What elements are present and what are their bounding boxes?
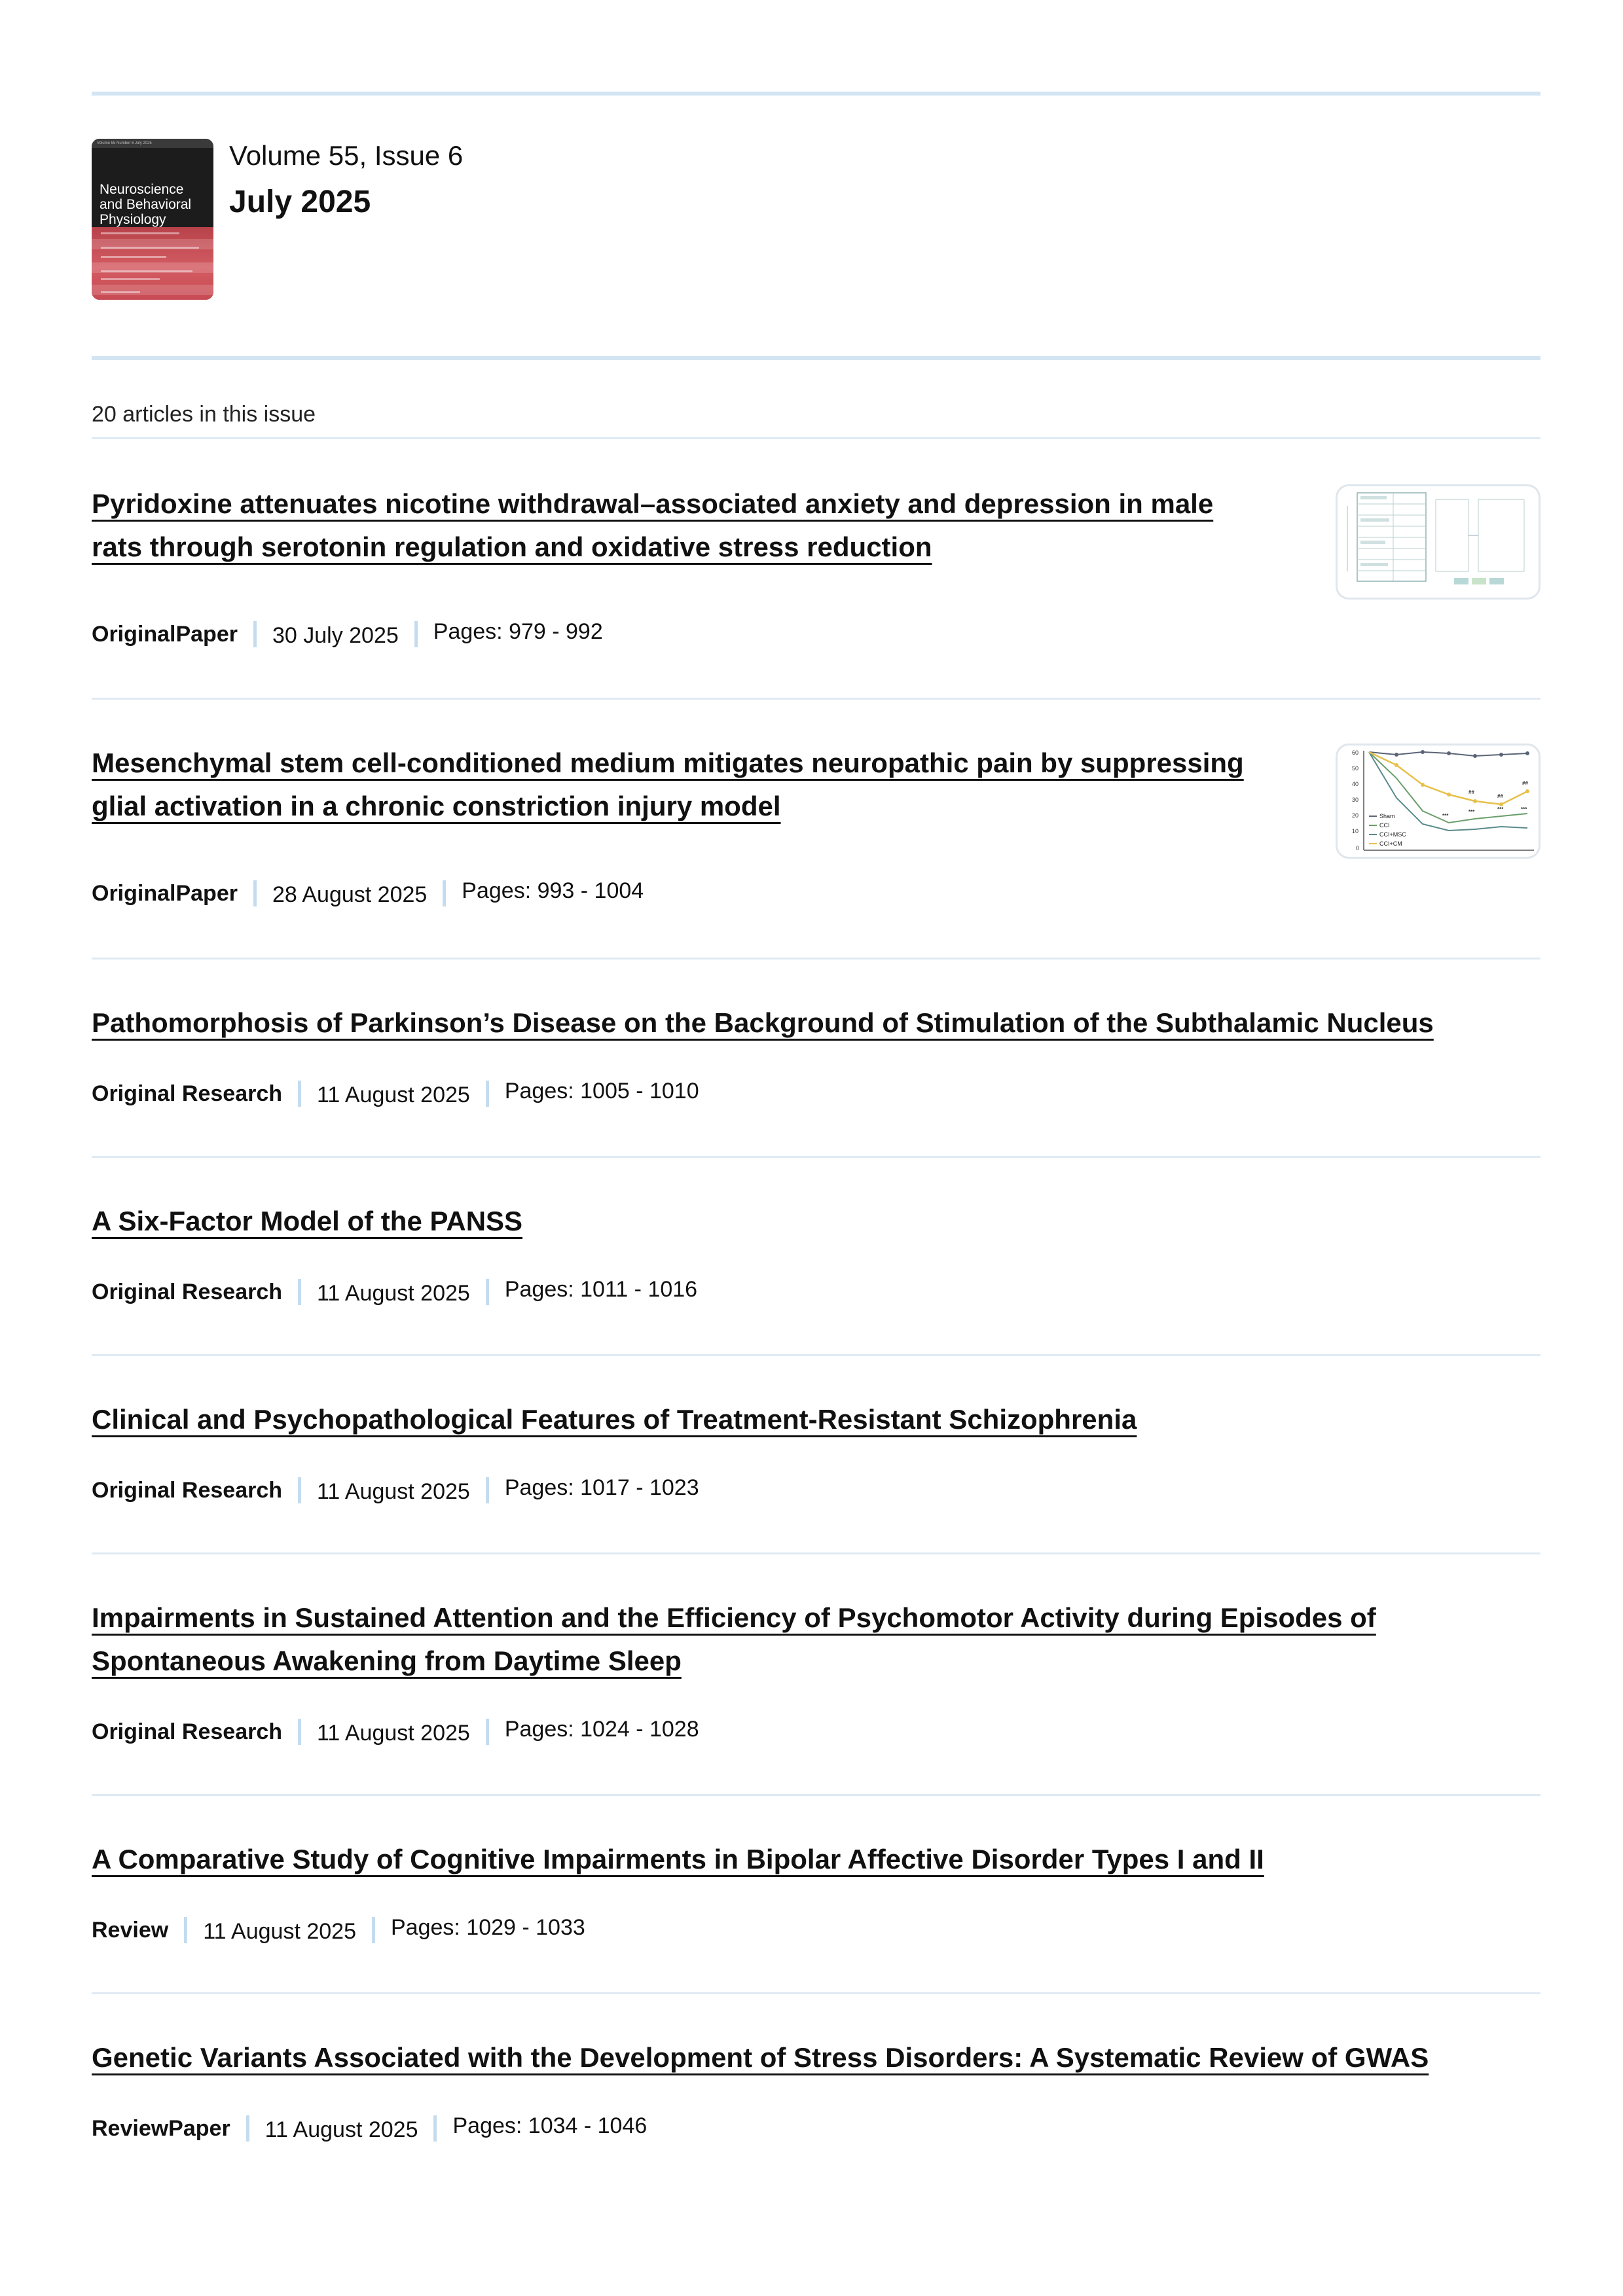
article-divider — [92, 698, 1541, 700]
cover-journal-title: Neuroscience and Behavioral Physiology — [100, 182, 192, 227]
article-meta — [92, 877, 644, 910]
meta-separator — [433, 2115, 437, 2142]
cover-red-band — [92, 227, 213, 300]
meta-separator — [298, 1719, 301, 1745]
publication-date: 11 August 2025 — [317, 1280, 470, 1306]
svg-text:50: 50 — [1352, 765, 1359, 772]
article-title-link[interactable]: Clinical and Psychopathological Features of Treatment-Resistant Schizophrenia — [92, 1404, 1137, 1435]
meta-separator — [486, 1719, 489, 1745]
article-type: OriginalPaper — [92, 880, 238, 906]
publication-date: 11 August 2025 — [317, 1720, 470, 1746]
page-range: Pages: 1024 - 1028 — [504, 1716, 699, 1742]
article-meta — [92, 618, 603, 651]
meta-separator — [443, 880, 446, 906]
article-divider — [92, 1794, 1541, 1796]
publication-date: 28 August 2025 — [272, 882, 428, 907]
article-meta — [92, 1077, 699, 1110]
article-divider — [92, 1354, 1541, 1356]
article-divider — [92, 1992, 1541, 1994]
svg-text:***: *** — [1468, 809, 1475, 815]
article-title-link[interactable]: Mesenchymal stem cell-conditioned medium mitigates neuropathic pain by suppressing glial activation in a chronic constriction injury model — [92, 747, 1244, 821]
article-type: Original Research — [92, 1081, 283, 1106]
article-divider — [92, 1156, 1541, 1158]
meta-separator — [298, 1081, 301, 1107]
svg-text:##: ## — [1522, 780, 1528, 786]
page-range: Pages: 979 - 992 — [433, 619, 603, 644]
page-range: Pages: 1017 - 1023 — [504, 1475, 699, 1500]
svg-text:0: 0 — [1356, 845, 1360, 852]
article-type: Original Research — [92, 1719, 283, 1744]
meta-separator — [486, 1279, 489, 1305]
meta-separator — [298, 1279, 301, 1305]
article-title-link[interactable]: Impairments in Sustained Attention and the Efficiency of Psychomotor Activity during Episodes of Spontaneous Awakening from Daytime Sleep — [92, 1602, 1376, 1676]
article-title-link[interactable]: A Six-Factor Model of the PANSS — [92, 1206, 523, 1236]
meta-separator — [298, 1477, 301, 1503]
meta-separator — [253, 880, 257, 906]
article-count: 20 articles in this issue — [92, 402, 316, 427]
article-meta — [92, 1715, 699, 1748]
page-range: Pages: 1034 - 1046 — [452, 2113, 647, 2138]
top-divider — [92, 92, 1541, 96]
article-title-link[interactable]: Genetic Variants Associated with the Development of Stress Disorders: A Systematic Review of GWAS — [92, 2042, 1429, 2073]
publication-date: 11 August 2025 — [264, 2117, 418, 2142]
chart-legend-label: CCI+CM — [1379, 840, 1402, 847]
svg-text:40: 40 — [1352, 781, 1359, 787]
article-meta — [92, 1914, 585, 1946]
article-title-link[interactable]: A Comparative Study of Cognitive Impairments in Bipolar Affective Disorder Types I and II — [92, 1844, 1264, 1874]
article-type: OriginalPaper — [92, 621, 238, 647]
chart-legend-label: CCI — [1379, 822, 1390, 829]
svg-text:***: *** — [1442, 813, 1449, 819]
cover-topline: Volume 55 Number 6 July 2025 — [97, 141, 152, 145]
article-thumbnail-figure[interactable] — [1336, 484, 1541, 600]
meta-separator — [372, 1917, 375, 1943]
svg-text:20: 20 — [1352, 812, 1359, 819]
article-divider — [92, 958, 1541, 960]
article-title-link[interactable]: Pathomorphosis of Parkinson’s Disease on the Background of Stimulation of the Subthalamic Nucleus — [92, 1007, 1434, 1038]
article-meta — [92, 1276, 697, 1308]
article-meta — [92, 1474, 699, 1507]
meta-separator — [486, 1477, 489, 1503]
meta-separator — [253, 621, 257, 647]
meta-separator — [184, 1917, 187, 1943]
chart-legend-label: Sham — [1379, 813, 1395, 819]
article-divider — [92, 1552, 1541, 1554]
page-range: Pages: 1011 - 1016 — [504, 1276, 698, 1302]
svg-text:30: 30 — [1352, 797, 1359, 803]
volume-issue-label: Volume 55, Issue 6 — [229, 140, 464, 171]
page-range: Pages: 1029 - 1033 — [391, 1914, 585, 1940]
meta-separator — [246, 2115, 249, 2142]
publication-date: 11 August 2025 — [203, 1918, 356, 1944]
article-type: Original Research — [92, 1279, 283, 1304]
svg-text:***: *** — [1521, 806, 1527, 812]
article-type: Review — [92, 1917, 169, 1943]
svg-text:##: ## — [1468, 789, 1474, 795]
list-divider — [92, 437, 1541, 439]
header-divider — [92, 356, 1541, 360]
journal-cover-image[interactable] — [92, 139, 213, 300]
chart-legend-label: CCI+MSC — [1379, 831, 1406, 838]
issue-date-label: July 2025 — [229, 185, 371, 219]
page-range: Pages: 993 - 1004 — [462, 878, 644, 903]
svg-text:***: *** — [1497, 806, 1504, 812]
line-chart-icon — [1338, 745, 1539, 857]
table-figure-icon — [1338, 486, 1539, 598]
publication-date: 11 August 2025 — [317, 1479, 470, 1504]
svg-text:##: ## — [1497, 793, 1503, 799]
publication-date: 30 July 2025 — [272, 622, 399, 648]
article-thumbnail-chart[interactable] — [1336, 744, 1541, 859]
article-type: ReviewPaper — [92, 2115, 230, 2141]
meta-separator — [486, 1081, 489, 1107]
svg-text:10: 10 — [1352, 828, 1359, 834]
svg-text:60: 60 — [1352, 749, 1359, 756]
article-meta — [92, 2112, 647, 2145]
publication-date: 11 August 2025 — [317, 1082, 470, 1107]
article-type: Original Research — [92, 1477, 283, 1503]
article-title-link[interactable]: Pyridoxine attenuates nicotine withdrawal–associated anxiety and depression in male rats through serotonin regulation and oxidative stress reduction — [92, 488, 1214, 562]
page-range: Pages: 1005 - 1010 — [504, 1078, 699, 1103]
meta-separator — [414, 621, 418, 647]
